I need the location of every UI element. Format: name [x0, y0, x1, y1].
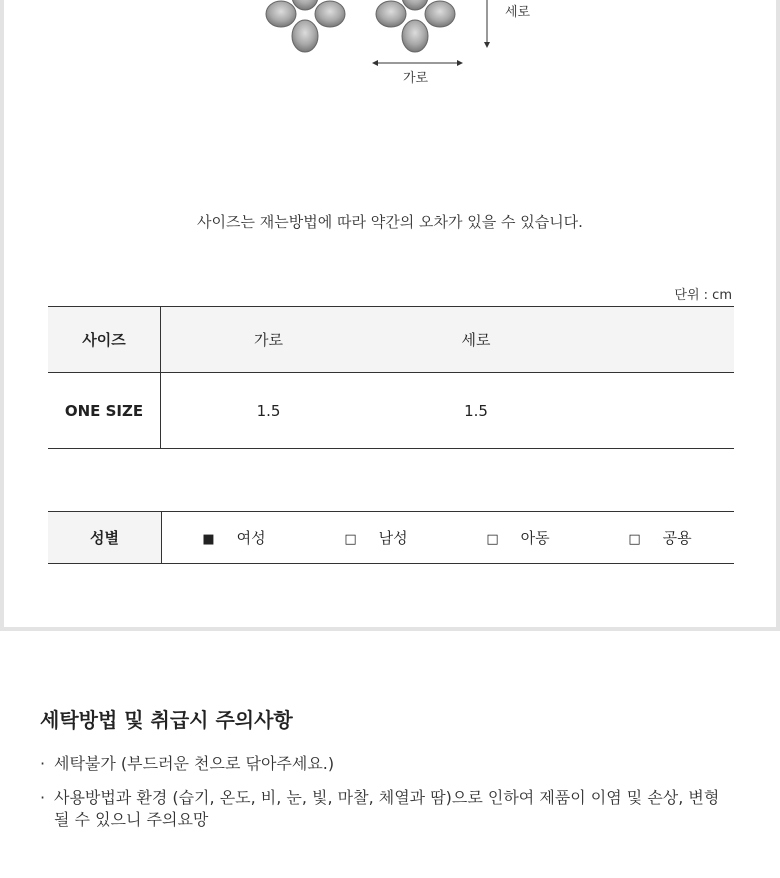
width-arrow: [372, 60, 463, 66]
checkbox-unchecked-icon: □: [628, 532, 641, 547]
width-label: 가로: [403, 71, 429, 86]
gender-row: [48, 512, 734, 564]
care-item-text: 사용방법과 환경 (습기, 온도, 비, 눈, 빛, 마찰, 체열과 땀)으로 인하여 제품이 이염 및 손상, 변형될 수 있으니 주의요망: [54, 788, 720, 829]
earring-diagram: [0, 0, 780, 100]
size-header-label: 사이즈: [48, 307, 161, 373]
size-row-width: 1.5: [161, 373, 377, 449]
size-row-height: 1.5: [376, 373, 576, 449]
gender-option-kids[interactable]: [447, 527, 589, 548]
gender-table: [48, 511, 734, 564]
gender-option-label: 남성: [378, 529, 408, 547]
size-row-label: ONE SIZE: [48, 373, 161, 449]
care-item-text: 세탁불가 (부드러운 천으로 닦아주세요.): [54, 754, 335, 773]
checkbox-unchecked-icon: □: [344, 532, 357, 547]
gender-option-male[interactable]: [305, 527, 447, 548]
list-item: [40, 787, 734, 831]
section-divider: [0, 627, 780, 631]
list-item: [40, 753, 734, 775]
height-arrow: [484, 0, 490, 48]
gender-option-unisex[interactable]: [589, 527, 731, 548]
gender-option-label: 여성: [236, 529, 266, 547]
checkbox-checked-icon: ■: [202, 532, 215, 547]
size-row-empty: [576, 373, 734, 449]
size-table-row: [48, 373, 734, 449]
gender-option-label: 공용: [662, 529, 692, 547]
unit-label: 단위 : cm: [674, 288, 732, 303]
care-title: 세탁방법 및 취급시 주의사항: [40, 708, 293, 732]
size-table: [48, 306, 734, 449]
size-table-header: [48, 307, 734, 373]
height-label: 세로: [505, 5, 531, 20]
gender-option-female[interactable]: [163, 527, 305, 548]
earring-right-image: [376, 0, 455, 52]
bullet-icon: ·: [40, 788, 46, 807]
size-header-height: 세로: [376, 307, 576, 373]
care-section: [40, 704, 740, 843]
size-header-empty: [576, 307, 734, 373]
gender-option-label: 아동: [520, 529, 550, 547]
care-list: [40, 753, 740, 831]
earring-left-image: [266, 0, 345, 52]
gender-label: 성별: [48, 512, 162, 564]
size-note: 사이즈는 재는방법에 따라 약간의 오차가 있을 수 있습니다.: [197, 213, 583, 231]
gender-options: [162, 512, 735, 564]
bullet-icon: ·: [40, 754, 46, 773]
size-header-width: 가로: [161, 307, 377, 373]
checkbox-unchecked-icon: □: [486, 532, 499, 547]
